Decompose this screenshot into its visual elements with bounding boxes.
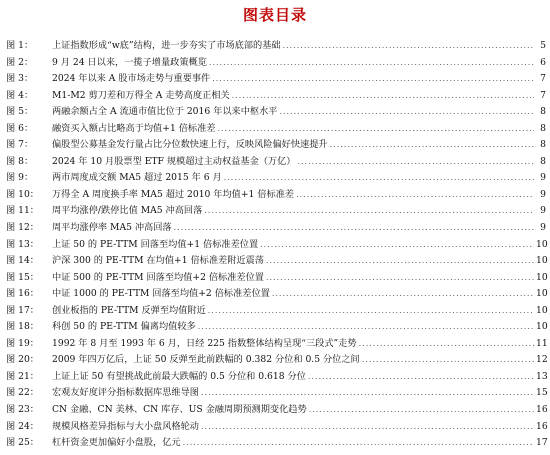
page-number: 7 xyxy=(540,73,546,85)
figure-number: 图 7： xyxy=(6,139,34,151)
figure-caption: 中证 1000 的 PE-TTM 回落至均值+2 倍标准差位置 xyxy=(52,288,270,300)
toc-entry[interactable] xyxy=(6,121,546,138)
page-number: 16 xyxy=(536,404,548,416)
toc-entry[interactable] xyxy=(6,237,546,254)
dot-leader xyxy=(198,319,534,336)
figure-caption: 周平均涨停/跌停比值 MA5 冲高回落 xyxy=(52,205,203,217)
figure-caption: 2024 年 10 月股票型 ETF 规模超过主动权益基金（万亿） xyxy=(52,155,296,167)
figure-number: 图 6： xyxy=(6,122,34,134)
figure-caption: 创业板指的 PE-TTM 反弹至均值附近 xyxy=(52,304,206,316)
toc-entry[interactable] xyxy=(6,253,546,270)
page-number: 16 xyxy=(536,420,548,432)
page-title: 图表目录 xyxy=(242,6,307,24)
page-number: 8 xyxy=(540,122,546,134)
page-number: 10 xyxy=(536,238,548,250)
dot-leader xyxy=(209,55,534,72)
figure-caption: M1-M2 剪刀差和万得全 A 走势高度正相关 xyxy=(52,89,230,101)
page-number: 10 xyxy=(536,271,548,283)
figure-number: 图 1： xyxy=(6,40,34,51)
figure-number: 图 19： xyxy=(6,337,39,349)
figure-number: 图 5： xyxy=(6,106,34,118)
toc-entry[interactable] xyxy=(6,402,546,419)
page-number: 8 xyxy=(540,155,546,167)
toc-entry[interactable] xyxy=(6,137,546,154)
dot-leader xyxy=(212,71,534,88)
figure-caption: 沪深 300 的 PE-TTM 在均值+1 倍标准差附近震荡 xyxy=(52,255,264,267)
dot-leader xyxy=(260,237,534,254)
figure-caption: 9 月 24 日以来，一揽子增量政策概览 xyxy=(52,56,207,68)
figure-list xyxy=(6,38,546,452)
figure-caption: 杠杆资金更加偏好小盘股，亿元 xyxy=(52,437,181,449)
figure-number: 图 11： xyxy=(6,205,39,217)
figure-caption: 融资买入额占比略高于均值+1 倍标准差 xyxy=(52,122,216,134)
toc-entry[interactable] xyxy=(6,385,546,402)
dot-leader xyxy=(174,220,534,237)
page-number: 6 xyxy=(540,56,546,68)
toc-entry[interactable] xyxy=(6,38,546,55)
toc-entry[interactable] xyxy=(6,319,546,336)
dot-leader xyxy=(208,303,534,320)
dot-leader xyxy=(359,336,534,353)
figure-number: 图 23： xyxy=(6,404,39,416)
toc-entry[interactable] xyxy=(6,286,546,303)
dot-leader xyxy=(224,170,534,187)
toc-entry[interactable] xyxy=(6,104,546,121)
figure-caption: 偏股型公募基金发行量占比分位数快速上行，反映风险偏好快速提升 xyxy=(52,139,328,151)
figure-caption: 两融余额占全 A 流通市值比位于 2016 年以来中枢水平 xyxy=(52,106,278,118)
toc-entry[interactable] xyxy=(6,203,546,220)
figure-caption: CN 金融、CN 美林、CN 库存、US 金融周期预测期变化趋势 xyxy=(52,404,307,416)
dot-leader xyxy=(308,369,534,386)
figure-caption: 1992 年 8 月至 1993 年 6 月，日经 225 指数整体结构呈现“三段式”走势 xyxy=(52,337,357,349)
dot-leader xyxy=(201,385,534,402)
page-number: 8 xyxy=(540,139,546,151)
toc-entry[interactable] xyxy=(6,336,546,353)
figure-number: 图 14： xyxy=(6,255,39,267)
figure-number: 图 22： xyxy=(6,387,39,399)
page-number: 12 xyxy=(536,354,548,366)
dot-leader xyxy=(183,435,534,452)
dot-leader xyxy=(266,270,534,287)
figure-number: 图 13： xyxy=(6,238,39,250)
page-number: 10 xyxy=(536,304,548,316)
figure-caption: 2009 年四万亿后，上证 50 反弹至此前跌幅的 0.382 分位和 0.5 分位之间 xyxy=(52,354,360,366)
page-number: 5 xyxy=(540,40,546,51)
toc-entry[interactable] xyxy=(6,154,546,171)
dot-leader xyxy=(297,154,534,171)
figure-number: 图 3： xyxy=(6,73,34,85)
toc-entry[interactable] xyxy=(6,170,546,187)
figure-caption: 上证指数形成“w底”结构，进一步夯实了市场底部的基础 xyxy=(52,40,281,51)
figure-number: 图 24： xyxy=(6,420,39,432)
toc-entry[interactable] xyxy=(6,88,546,105)
toc-entry[interactable] xyxy=(6,55,546,72)
figure-number: 图 17： xyxy=(6,304,39,316)
figure-caption: 中证 500 的 PE-TTM 回落至均值+2 倍标准差位置 xyxy=(52,271,264,283)
page-number: 9 xyxy=(540,172,546,184)
page-number: 9 xyxy=(540,188,546,200)
figure-number: 图 20： xyxy=(6,354,39,366)
figure-caption: 2024 年以来 A 股市场走势与重要事件 xyxy=(52,73,211,85)
toc-entry[interactable] xyxy=(6,220,546,237)
dot-leader xyxy=(266,253,534,270)
page-number: 17 xyxy=(536,437,548,449)
figure-number: 图 4： xyxy=(6,89,34,101)
toc-entry[interactable] xyxy=(6,352,546,369)
page-number: 13 xyxy=(536,370,548,382)
page-number: 10 xyxy=(536,321,548,333)
dot-leader xyxy=(204,203,534,220)
dot-leader xyxy=(309,402,534,419)
figure-number: 图 25： xyxy=(6,437,39,449)
figure-number: 图 16： xyxy=(6,288,39,300)
figure-caption: 两市周度成交额 MA5 超过 2015 年 6 月 xyxy=(52,172,222,184)
figure-number: 图 18： xyxy=(6,321,39,333)
figure-number: 图 10： xyxy=(6,188,39,200)
figure-number: 图 21： xyxy=(6,370,39,382)
page-number: 10 xyxy=(536,255,548,267)
dot-leader xyxy=(296,187,534,204)
figure-number: 图 8： xyxy=(6,155,34,167)
figure-caption: 规模风格差异指标与大小盘风格轮动 xyxy=(52,420,199,432)
figure-number: 图 12： xyxy=(6,222,39,234)
toc-entry[interactable] xyxy=(6,270,546,287)
dot-leader xyxy=(272,286,534,303)
dot-leader xyxy=(232,88,534,105)
figure-number: 图 9： xyxy=(6,172,34,184)
figure-caption: 上证上证 50 有望挑战此前最大跌幅的 0.5 分位和 0.618 分位 xyxy=(52,370,306,382)
figure-number: 图 2： xyxy=(6,56,34,68)
page-number: 10 xyxy=(536,288,548,300)
page-number: 9 xyxy=(540,205,546,217)
dot-leader xyxy=(283,38,534,55)
page-number: 7 xyxy=(540,89,546,101)
figure-caption: 上证 50 的 PE-TTM 回落至均值+1 倍标准差位置 xyxy=(52,238,259,250)
toc-entry[interactable] xyxy=(6,71,546,88)
dot-leader xyxy=(201,419,534,436)
dot-leader xyxy=(279,104,534,121)
toc-entry[interactable] xyxy=(6,435,546,452)
toc-entry[interactable] xyxy=(6,187,546,204)
dot-leader xyxy=(217,121,534,138)
dot-leader xyxy=(362,352,534,369)
figure-number: 图 15： xyxy=(6,271,39,283)
page-number: 8 xyxy=(540,106,546,118)
figure-caption: 万得全 A 周度换手率 MA5 超过 2010 年均值+1 倍标准差 xyxy=(52,188,295,200)
toc-entry[interactable] xyxy=(6,369,546,386)
dot-leader xyxy=(330,137,534,154)
page-number: 9 xyxy=(540,222,546,234)
toc-entry[interactable] xyxy=(6,303,546,320)
figure-caption: 周平均涨停率 MA5 冲高回落 xyxy=(52,222,172,234)
figure-caption: 宏观友好度评分指标数据库思维导图 xyxy=(52,387,199,399)
figure-caption: 科创 50 的 PE-TTM 偏离均值较多 xyxy=(52,321,196,333)
page-number: 11 xyxy=(536,337,548,349)
page-number: 15 xyxy=(536,387,548,399)
toc-entry[interactable] xyxy=(6,419,546,436)
